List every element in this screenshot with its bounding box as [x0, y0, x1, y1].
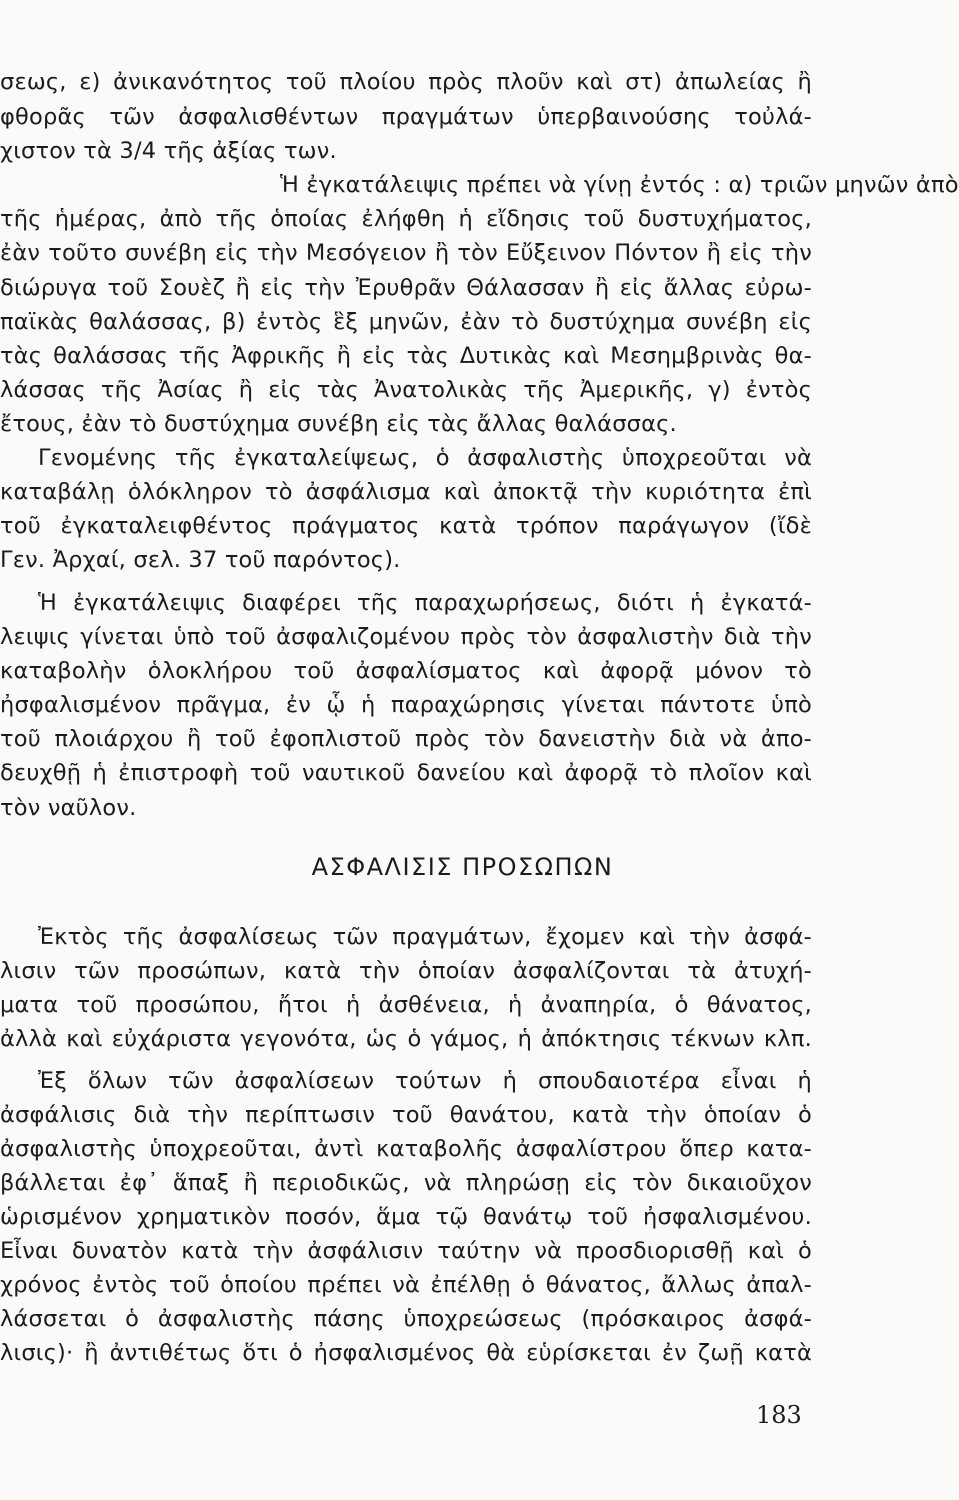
text-line: Ἡ ἐγκατάλειψις διαφέρει τῆς παραχωρήσεως, διότι ἡ ἐγκατά- — [38, 590, 812, 616]
text-line: χιστον τὰ 3/4 τῆς ἀξίας των. — [0, 138, 337, 164]
page-number: 183 — [756, 1401, 802, 1429]
text-line: τὸν ναῦλον. — [0, 795, 137, 821]
text-line: λειψις γίνεται ὑπὸ τοῦ ἀσφαλιζομένου πρὸς τὸν ἀσφαλιστὴν διὰ τὴν — [0, 624, 812, 650]
text-line: ἀσφαλιστὴς ὑποχρεοῦται, ἀντὶ καταβολῆς ἀσφαλίστρου ὅπερ κατα- — [0, 1136, 812, 1162]
text-line: ἠσφαλισμένον πρᾶγμα, ἐν ᾧ ἡ παραχώρησις γίνεται πάντοτε ὑπὸ — [0, 692, 812, 718]
text-line: τὰς θαλάσσας τῆς Ἀφρικῆς ἢ εἰς τὰς Δυτικὰς καὶ Μεσημβρινὰς θα- — [0, 343, 812, 369]
text-line: ἔτους, ἐὰν τὸ δυστύχημα συνέβη εἰς τὰς ἄλλας θαλάσσας. — [0, 411, 677, 437]
text-line: Γενομένης τῆς ἐγκαταλείψεως, ὁ ἀσφαλιστὴς ὑποχρεοῦται νὰ — [38, 445, 812, 471]
text-line: διώρυγα τοῦ Σουὲζ ἢ εἰς τὴν Ἐρυθρᾶν Θάλασσαν ἢ εἰς ἄλλας εὐρω- — [0, 275, 812, 301]
text-line: ματα τοῦ προσώπου, ἤτοι ἡ ἀσθένεια, ἡ ἀναπηρία, ὁ θάνατος, — [0, 992, 812, 1018]
text-line: Ἡ ἐγκατάλειψις πρέπει νὰ γίνῃ ἐντός : α) τριῶν μηνῶν ἀπὸ — [280, 172, 959, 198]
text-line: παϊκὰς θαλάσσας, β) ἐντὸς ἓξ μηνῶν, ἐὰν τὸ δυστύχημα συνέβη εἰς — [0, 309, 812, 335]
text-line: ὡρισμένον χρηματικὸν ποσόν, ἅμα τῷ θανάτῳ τοῦ ἠσφαλισμένου. — [0, 1204, 812, 1230]
text-line: Ἐκτὸς τῆς ἀσφαλίσεως τῶν πραγμάτων, ἔχομεν καὶ τὴν ἀσφά- — [38, 924, 812, 950]
text-line: λάσσεται ὁ ἀσφαλιστὴς πάσης ὑποχρεώσεως (πρόσκαιρος ἀσφά- — [0, 1306, 812, 1332]
text-line: ἀλλὰ καὶ εὐχάριστα γεγονότα, ὡς ὁ γάμος, ἡ ἀπόκτησις τέκνων κλπ. — [0, 1026, 812, 1052]
text-line: λάσσας τῆς Ἀσίας ἢ εἰς τὰς Ἀνατολικὰς τῆς Ἀμερικῆς, γ) ἐντὸς — [0, 377, 812, 403]
section-heading: ΑΣΦΑΛΙΣΙΣ ΠΡΟΣΩΠΩΝ — [311, 853, 614, 881]
text-line: καταβάλῃ ὁλόκληρον τὸ ἀσφάλισμα καὶ ἀποκτᾷ τὴν κυριότητα ἐπὶ — [0, 479, 812, 505]
text-line: λισις)· ἢ ἀντιθέτως ὅτι ὁ ἠσφαλισμένος θὰ εὑρίσκεται ἐν ζωῇ κατὰ — [0, 1340, 812, 1366]
text-line: σεως, ε) ἀνικανότητος τοῦ πλοίου πρὸς πλοῦν καὶ στ) ἀπωλείας ἢ — [0, 69, 812, 95]
text-line: ἀσφάλισις διὰ τὴν περίπτωσιν τοῦ θανάτου, κατὰ τὴν ὁποίαν ὁ — [0, 1102, 812, 1128]
text-line: τοῦ ἐγκαταλειφθέντος πράγματος κατὰ τρόπον παράγωγον (ἴδὲ — [0, 513, 812, 539]
text-line: τοῦ πλοιάρχου ἢ τοῦ ἐφοπλιστοῦ πρὸς τὸν δανειστὴν διὰ νὰ ἀπο- — [0, 726, 812, 752]
text-line: δευχθῇ ἡ ἐπιστροφὴ τοῦ ναυτικοῦ δανείου καὶ ἀφορᾷ τὸ πλοῖον καὶ — [0, 760, 812, 786]
text-line: τῆς ἡμέρας, ἀπὸ τῆς ὁποίας ἐλήφθη ἡ εἴδησις τοῦ δυστυχήματος, — [0, 206, 812, 232]
text-line: Εἶναι δυνατὸν κατὰ τὴν ἀσφάλισιν ταύτην νὰ προσδιορισθῇ καὶ ὁ — [0, 1238, 812, 1264]
text-line: Γεν. Ἀρχαί, σελ. 37 τοῦ παρόντος). — [0, 547, 401, 573]
text-line: Ἐξ ὅλων τῶν ἀσφαλίσεων τούτων ἡ σπουδαιοτέρα εἶναι ἡ — [38, 1068, 812, 1094]
text-line: βάλλεται ἐφ᾽ ἅπαξ ἢ περιοδικῶς, νὰ πληρώσῃ εἰς τὸν δικαιοῦχον — [0, 1170, 812, 1196]
text-line: ἐὰν τοῦτο συνέβη εἰς τὴν Μεσόγειον ἢ τὸν Εὔξεινον Πόντον ἢ εἰς τὴν — [0, 240, 812, 266]
text-line: φθορᾶς τῶν ἀσφαλισθέντων πραγμάτων ὑπερβαινούσης τοὐλά- — [0, 104, 812, 130]
text-line: καταβολὴν ὁλοκλήρου τοῦ ἀσφαλίσματος καὶ ἀφορᾷ μόνον τὸ — [0, 658, 812, 684]
text-line: λισιν τῶν προσώπων, κατὰ τὴν ὁποίαν ἀσφαλίζονται τὰ ἀτυχή- — [0, 958, 812, 984]
text-line: χρόνος ἐντὸς τοῦ ὁποίου πρέπει νὰ ἐπέλθῃ ὁ θάνατος, ἄλλως ἀπαλ- — [0, 1272, 812, 1298]
